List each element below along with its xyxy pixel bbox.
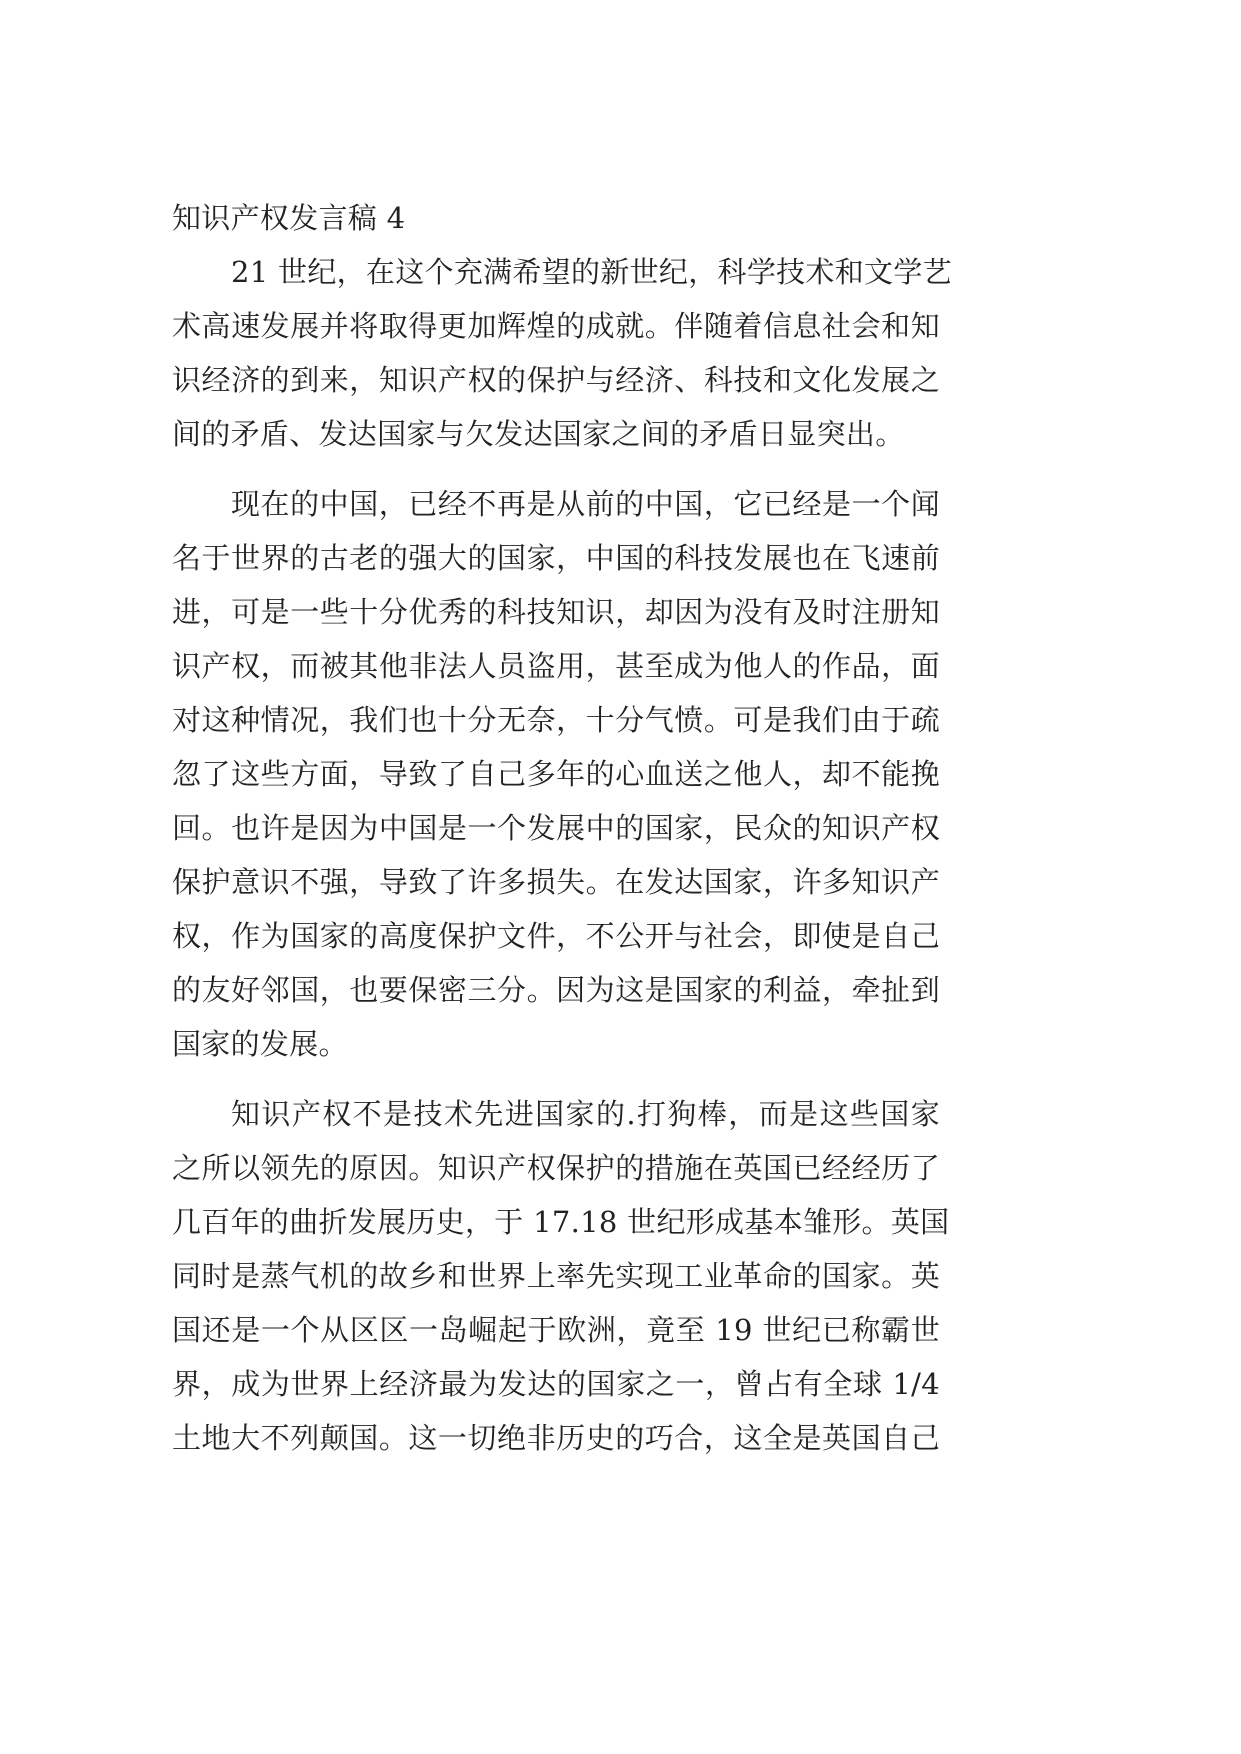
paragraph-line: 对这种情况，我们也十分无奈，十分气愤。可是我们由于疏 [172, 703, 940, 737]
paragraph-2 [172, 477, 940, 1071]
paragraph-line: 同时是蒸气机的故乡和世界上率先实现工业革命的国家。英 [172, 1259, 940, 1293]
paragraph-line: 国还是一个从区区一岛崛起于欧洲，竟至 19 世纪已称霸世 [172, 1313, 940, 1347]
paragraph-line: 知识产权不是技术先进国家的.打狗棒，而是这些国家 [231, 1097, 940, 1131]
paragraph-1 [172, 245, 952, 461]
paragraph-line: 识产权，而被其他非法人员盗用，甚至成为他人的作品，面 [172, 649, 940, 683]
paragraph-line: 名于世界的古老的强大的国家，中国的科技发展也在飞速前 [172, 541, 940, 575]
paragraph-line: 术高速发展并将取得更加辉煌的成就。伴随着信息社会和知 [172, 309, 940, 343]
document-title: 知识产权发言稿 4 [172, 201, 406, 235]
document-body [172, 191, 952, 1465]
paragraph-line: 几百年的曲折发展历史，于 17.18 世纪形成基本雏形。英国 [172, 1205, 950, 1239]
paragraph-line: 回。也许是因为中国是一个发展中的国家，民众的知识产权 [172, 811, 940, 845]
paragraph-3 [172, 1087, 950, 1465]
paragraph-line: 之所以领先的原因。知识产权保护的措施在英国已经经历了 [172, 1151, 940, 1185]
paragraph-line: 国家的发展。 [172, 1027, 348, 1061]
paragraph-line: 间的矛盾、发达国家与欠发达国家之间的矛盾日显突出。 [172, 417, 905, 451]
paragraph-line: 权，作为国家的高度保护文件，不公开与社会，即使是自己 [172, 919, 940, 953]
paragraph-line: 现在的中国，已经不再是从前的中国，它已经是一个闻 [231, 487, 940, 521]
paragraph-line: 进，可是一些十分优秀的科技知识，却因为没有及时注册知 [172, 595, 940, 629]
paragraph-line: 保护意识不强，导致了许多损失。在发达国家，许多知识产 [172, 865, 940, 899]
paragraph-line: 21 世纪，在这个充满希望的新世纪，科学技术和文学艺 [231, 255, 952, 289]
paragraph-line: 的友好邻国，也要保密三分。因为这是国家的利益，牵扯到 [172, 973, 940, 1007]
paragraph-line: 识经济的到来，知识产权的保护与经济、科技和文化发展之 [172, 363, 940, 397]
paragraph-line: 土地大不列颠国。这一切绝非历史的巧合，这全是英国自己 [172, 1421, 940, 1455]
paragraph-line: 界，成为世界上经济最为发达的国家之一，曾占有全球 1/4 [172, 1367, 940, 1401]
paragraph-line: 忽了这些方面，导致了自己多年的心血送之他人，却不能挽 [172, 757, 940, 791]
